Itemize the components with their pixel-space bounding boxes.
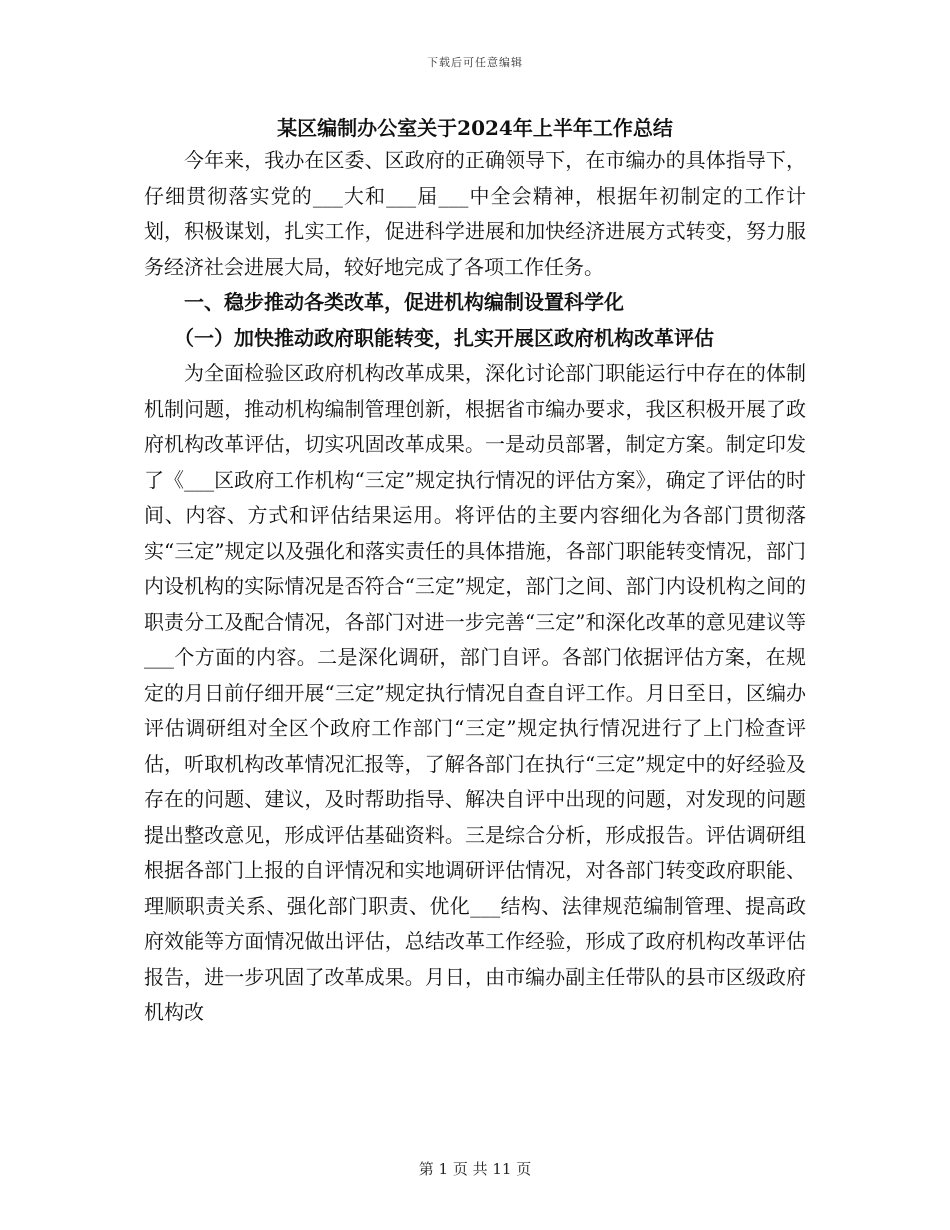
page-number: 第 1 页 共 11 页 [418, 1160, 532, 1178]
header-note: 下载后可任意编辑 [427, 56, 523, 69]
body-paragraph: 为全面检验区政府机构改革成果，深化讨论部门职能运行中存在的体制机制问题，推动机构编制管理创新，根据省市编办要求，我区积极开展了政府机构改革评估，切实巩固改革成果。一是动员部署，制定方案。制定印发了《___区政府工作机构“三定”规定执行情况的评估方案》，确定了评估的时间、内容、方式和评估结果运用。将评估的主要内容细化为各部门贯彻落实“三定”规定以及强化和落实责任的具体措施，各部门职能转变情况，部门内设机构的实际情况是否符合“三定”规定，部门之间、部门内设机构之间的职责分工及配合情况，各部门对进一步完善“三定”和深化改革的意见建议等___个方面的内容。二是深化调研，部门自评。各部门依据评估方案，在规定的月日前仔细开展“三定”规定执行情况自查自评工作。月日至日，区编办评估调研组对全区个政府工作部门“三定”规定执行情况进行了上门检查评估，听取机构改革情况汇报等，了解各部门在执行“三定”规定中的好经验及存在的问题、建议，及时帮助指导、解决自评中出现的问题，对发现的问题提出整改意见，形成评估基础资料。三是综合分析，形成报告。评估调研组根据各部门上报的自评情况和实地调研评估情况，对各部门转变政府职能、理顺职责关系、强化部门职责、优化___结构、法律规范编制管理、提高政府效能等方面情况做出评估，总结改革工作经验，形成了政府机构改革评估报告，进一步巩固了改革成果。月日，由市编办副主任带队的县市区级政府机构改 [144, 361, 806, 1024]
section-heading: 一、稳步推动各类改革，促进机构编制设置科学化 [184, 290, 624, 314]
document-title: 某区编制办公室关于2024年上半年工作总结 [277, 116, 673, 140]
intro-paragraph: 今年来，我办在区委、区政府的正确领导下，在市编办的具体指导下，仔细贯彻落实党的___大和___届___中全会精神，根据年初制定的工作计划，积极谋划，扎实工作，促进科学进展和加快经济进展方式转变，努力服务经济社会进展大局，较好地完成了各项工作任务。 [144, 148, 806, 279]
subsection-heading: （一）加快推动政府职能转变，扎实开展区政府机构改革评估 [174, 325, 714, 350]
document-content [144, 113, 806, 1031]
